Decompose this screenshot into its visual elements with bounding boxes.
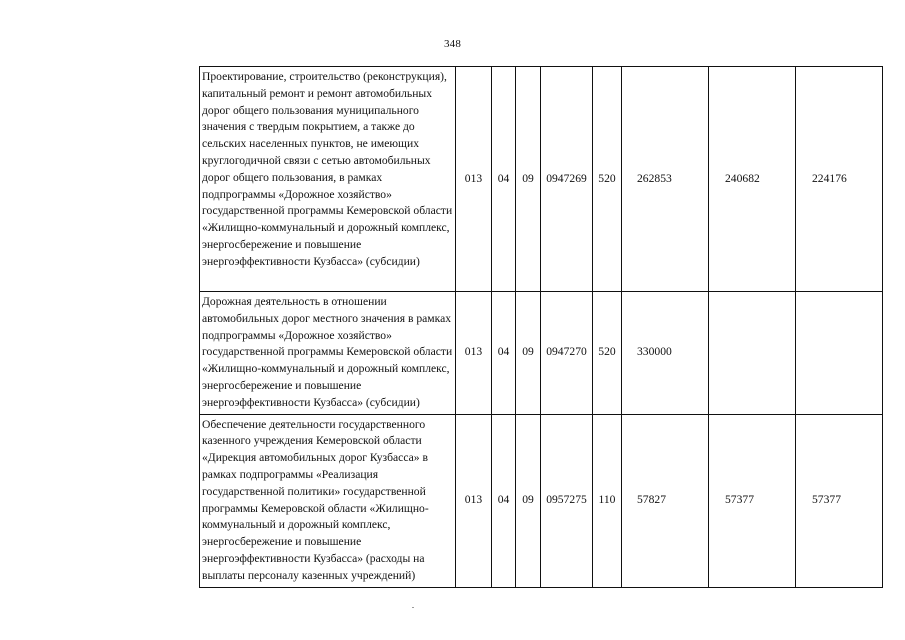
page-number: 348 [443,38,462,50]
target-article-code: 0947269 [541,67,593,292]
scan-speck [412,607,414,608]
table-row [200,414,883,587]
row-description: Обеспечение деятельности государственного казенного учреждения Кемеровской области «Дирекция автомобильных дорог Кузбасса» в рамках подпрограммы «Реализация государственной политики» государственной программы Кемеровской области «Жилищно-коммунальный и дорожный комплекс, энергосбережение и повышение энергоэффективности Кузбасса» (расходы на выплаты персоналу казенных учреждений) [200,414,456,587]
expense-type-code: 110 [593,414,622,587]
target-article-code: 0957275 [541,414,593,587]
expense-type-code: 520 [593,67,622,292]
expense-type-code: 520 [593,292,622,415]
amount-year-3: 224176 [796,67,883,292]
table-row [200,67,883,292]
section-code: 04 [492,414,516,587]
amount-year-3 [796,292,883,415]
target-article-code: 0947270 [541,292,593,415]
ministry-code: 013 [456,67,492,292]
row-description: Дорожная деятельность в отношении автомобильных дорог местного значения в рамках подпрограммы «Дорожное хозяйство» государственной программы Кемеровской области «Жилищно-коммунальный и дорожный комплекс, энергосбережение и повышение энергоэффективности Кузбасса» (субсидии) [200,292,456,415]
amount-year-1: 262853 [622,67,709,292]
section-code: 04 [492,67,516,292]
amount-year-3: 57377 [796,414,883,587]
ministry-code: 013 [456,414,492,587]
ministry-code: 013 [456,292,492,415]
amount-year-2: 240682 [709,67,796,292]
amount-year-1: 57827 [622,414,709,587]
subsection-code: 09 [516,414,541,587]
table-row [200,292,883,415]
row-description: Проектирование, строительство (реконструкция), капитальный ремонт и ремонт автомобильных дорог общего пользования муниципального значения с твердым покрытием, а также до сельских населенных пунктов, не имеющих круглогодичной связи с сетью автомобильных дорог общего пользования, в рамках подпрограммы «Дорожное хозяйство» государственной программы Кемеровской области «Жилищно-коммунальный и дорожный комплекс, энергосбережение и повышение энергоэффективности Кузбасса» (субсидии) [200,67,456,292]
section-code: 04 [492,292,516,415]
budget-table [199,66,883,588]
subsection-code: 09 [516,292,541,415]
amount-year-2: 57377 [709,414,796,587]
subsection-code: 09 [516,67,541,292]
amount-year-1: 330000 [622,292,709,415]
amount-year-2 [709,292,796,415]
